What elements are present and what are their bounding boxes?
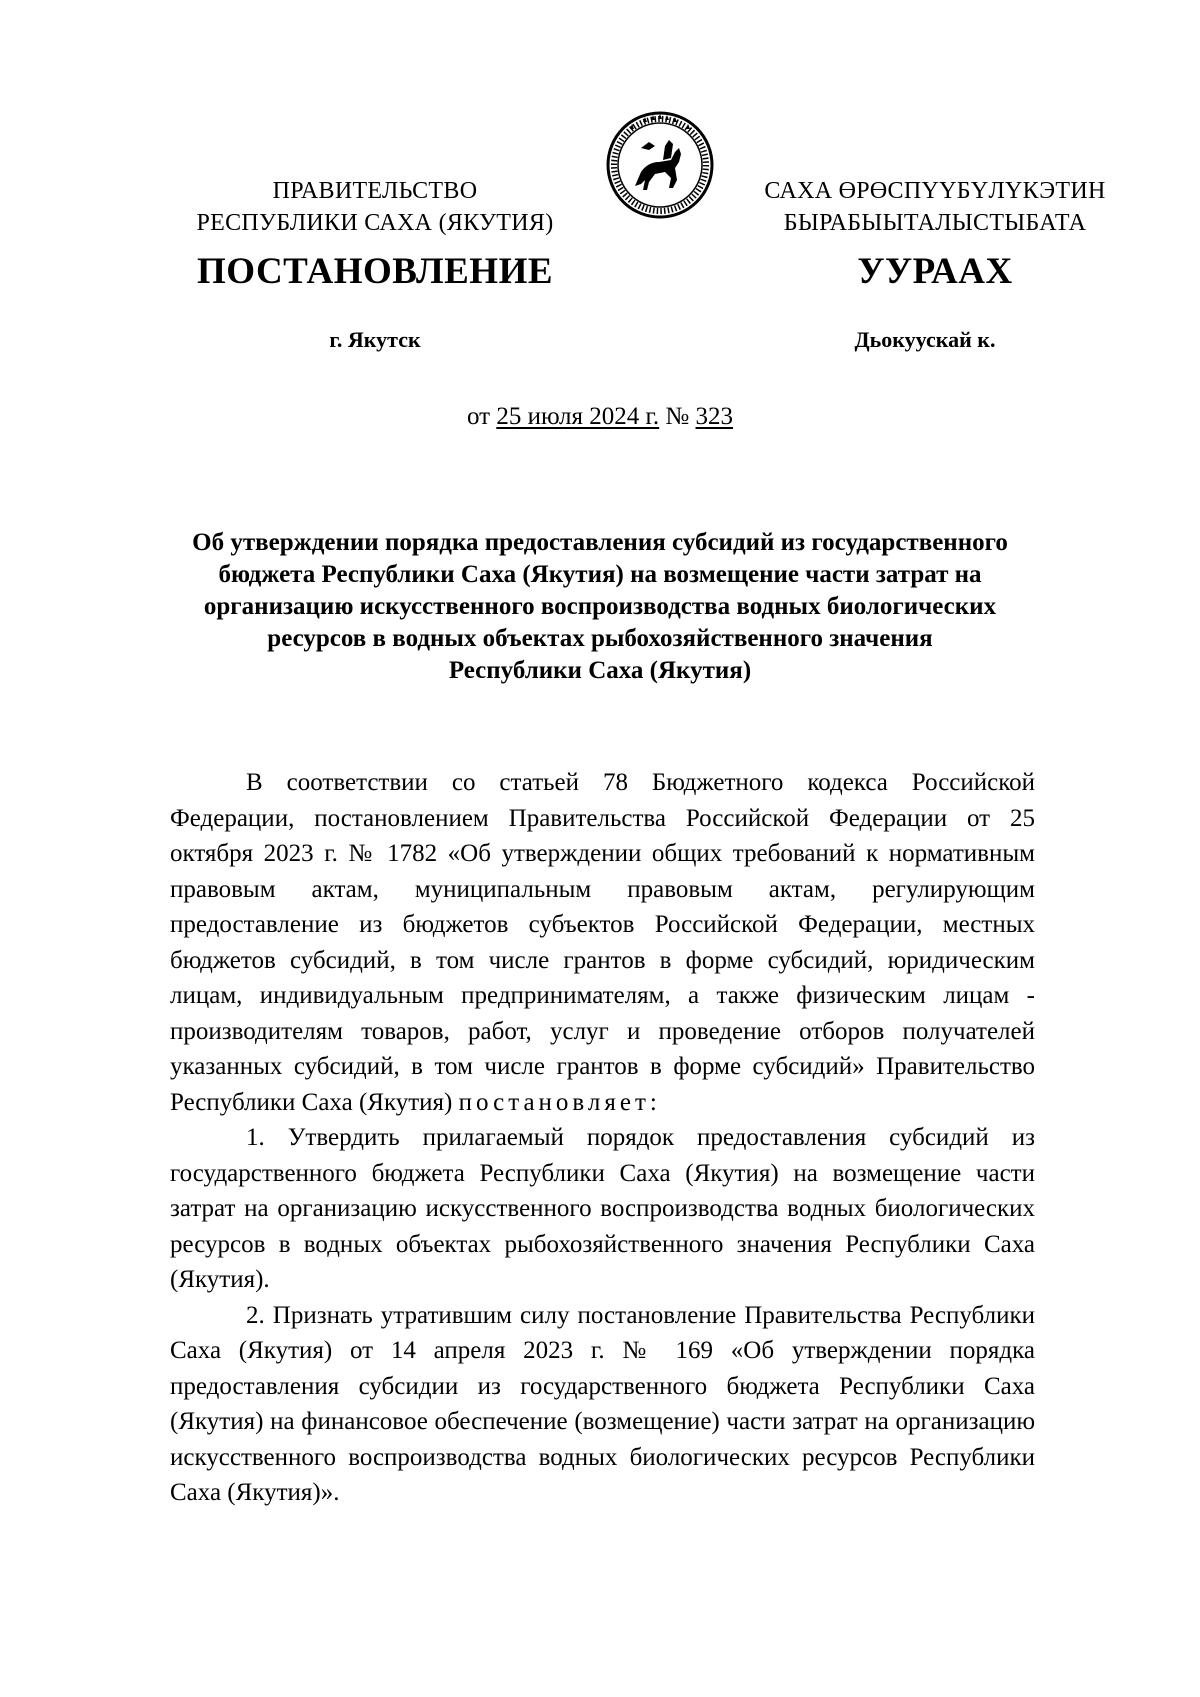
header-left: [155, 175, 595, 239]
document-title: [160, 527, 1040, 687]
header-right: [715, 175, 1155, 239]
header-left-line1: ПРАВИТЕЛЬСТВО: [272, 178, 478, 204]
document-body: [170, 765, 1035, 1511]
date-prefix: от: [466, 403, 497, 430]
doc-type-russian: ПОСТАНОВЛЕНИЕ: [196, 251, 554, 292]
body-paragraph-preamble: [170, 765, 1035, 1120]
title-line: Республики Саха (Якутия): [448, 657, 752, 684]
doc-type-yakut: УУРААХ: [857, 251, 1013, 292]
header-right-line2: БЫРАБЫЫТАЛЫСТЫБАТА: [783, 210, 1087, 236]
header-right-line1: САХА ӨРӨСПҮҮБҮЛҮКЭТИН: [764, 178, 1106, 204]
resolves-word: постановляет:: [458, 1088, 661, 1116]
title-line: бюджета Республики Саха (Якутия) на возмещение части затрат на: [218, 561, 982, 588]
document-number: 323: [695, 403, 734, 430]
number-sign: №: [659, 403, 696, 430]
title-line: организацию искусственного воспроизводства водных биологических: [203, 593, 997, 620]
coat-of-arms-icon: [605, 110, 715, 220]
title-line: Об утверждении порядка предоставления субсидий из государственного: [192, 529, 1008, 556]
city-yakut: Дьокуускай к.: [854, 327, 996, 352]
header-left-line2: РЕСПУБЛИКИ САХА (ЯКУТИЯ): [196, 210, 554, 236]
document-date: 25 июля 2024 г.: [496, 403, 660, 430]
title-line: ресурсов в водных объектах рыбохозяйственного значения: [267, 625, 933, 652]
body-paragraph-1: 1. Утвердить прилагаемый порядок предоставления субсидий из государственного бюджета Республики Саха (Якутия) на возмещение части затрат на организацию искусственного воспроизводства водных биологических ресурсов в водных объектах рыбохозяйственного значения Республики Саха (Якутия).: [170, 1124, 1035, 1293]
city-russian: г. Якутск: [329, 327, 421, 352]
preamble-text: В соответствии со статьей 78 Бюджетного кодекса Российской Федерации, постановлением Правительства Российской Федерации от 25 октября 2023 г. № 1782 «Об утверждении общих требований к нормативным правовым актам, муниципальным правовым актам, регулирующим предоставление из бюджетов субъектов Российской Федерации, местных бюджетов субсидий, в том числе грантов в форме субсидий, юридическим лицам, индивидуальным предпринимателям, а также физическим лицам - производителям товаров, работ, услуг и проведение отборов получателей указанных субсидий, в том числе грантов в форме субсидий» Правительство Республики Саха (Якутия): [170, 769, 1035, 1116]
date-line: [0, 403, 1200, 431]
body-paragraph-2: 2. Признать утратившим силу постановление Правительства Республики Саха (Якутия) от 14 апреля 2023 г. № 169 «Об утверждении порядка предоставления субсидии из государственного бюджета Республики Саха (Якутия) на финансовое обеспечение (возмещение) части затрат на организацию искусственного воспроизводства водных биологических ресурсов Республики Саха (Якутия)».: [170, 1301, 1035, 1506]
